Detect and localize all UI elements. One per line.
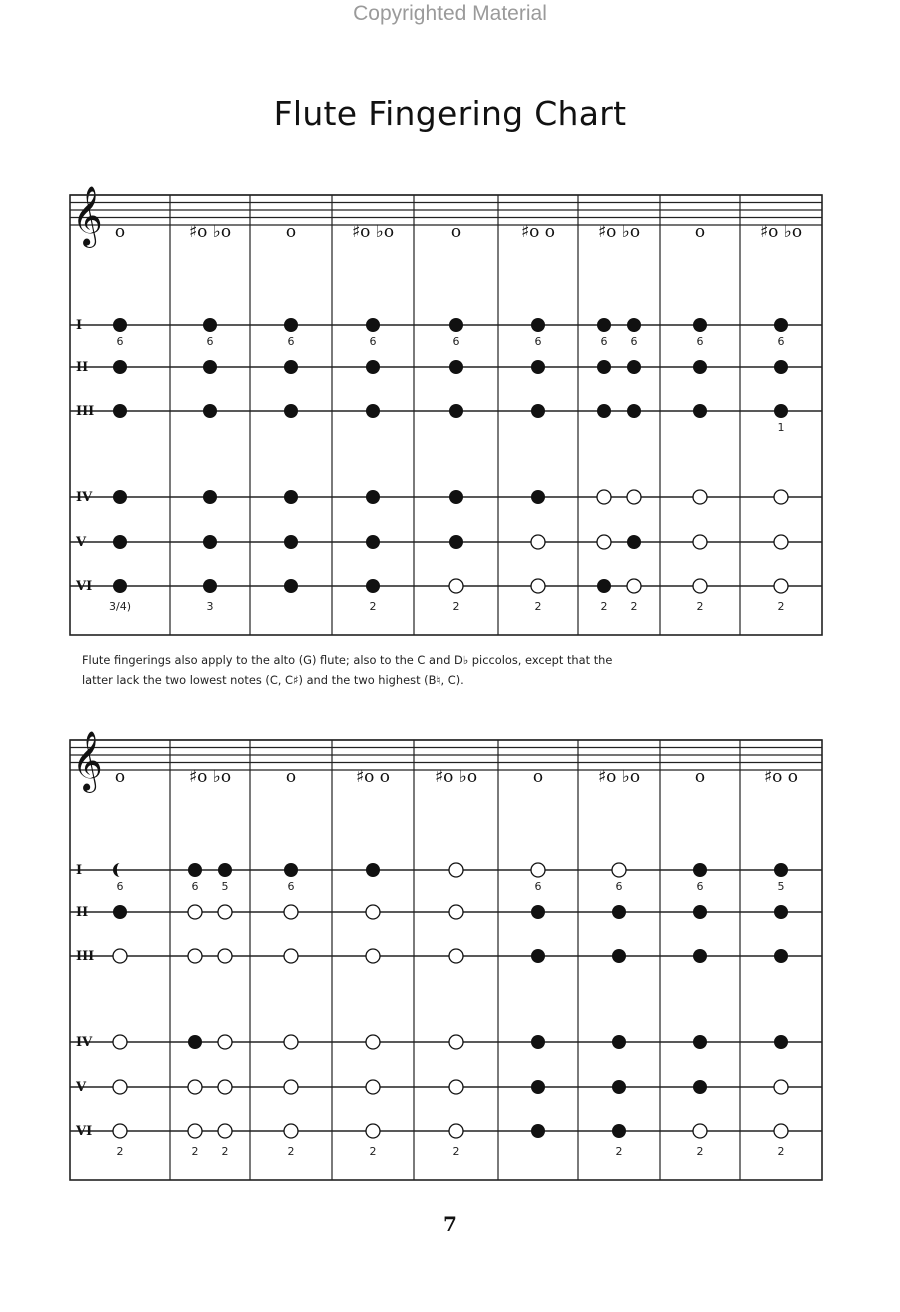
note-symbol: ♯o ♭o: [597, 222, 641, 242]
finger-mark: 6: [452, 335, 460, 348]
closed-hole-icon: [531, 905, 545, 919]
finger-mark: 2: [452, 1145, 460, 1158]
closed-hole-icon: [449, 404, 463, 418]
note-symbol: o: [114, 767, 126, 787]
closed-hole-icon: [449, 535, 463, 549]
closed-hole-icon: [531, 1080, 545, 1094]
page-title: Flute Fingering Chart: [273, 94, 627, 133]
row-label-v: V: [76, 1080, 87, 1095]
finger-mark: 2: [287, 1145, 295, 1158]
open-hole-icon: [449, 949, 463, 963]
closed-hole-icon: [113, 360, 127, 374]
open-hole-icon: [693, 535, 707, 549]
treble-clef-icon: 𝄞: [72, 186, 103, 246]
closed-hole-icon: [366, 318, 380, 332]
closed-hole-icon: [774, 404, 788, 418]
closed-hole-icon: [218, 863, 232, 877]
note-symbol: o: [114, 222, 126, 242]
closed-hole-icon: [774, 318, 788, 332]
finger-mark: 6: [116, 335, 124, 348]
note-symbol: o: [285, 767, 297, 787]
closed-hole-icon: [188, 863, 202, 877]
finger-mark: 2: [369, 600, 377, 613]
open-hole-icon: [284, 1035, 298, 1049]
closed-hole-icon: [531, 1035, 545, 1049]
open-hole-icon: [284, 949, 298, 963]
open-hole-icon: [188, 905, 202, 919]
finger-mark: 6: [287, 335, 295, 348]
closed-hole-icon: [366, 579, 380, 593]
finger-mark: 6: [534, 335, 542, 348]
closed-hole-icon: [531, 404, 545, 418]
closed-hole-icon: [113, 404, 127, 418]
finger-mark: 1: [777, 421, 785, 434]
open-hole-icon: [693, 579, 707, 593]
finger-mark: 3: [206, 600, 214, 613]
closed-hole-icon: [113, 490, 127, 504]
open-hole-icon: [366, 949, 380, 963]
note-symbol: o: [694, 767, 706, 787]
note-symbol: o: [694, 222, 706, 242]
closed-hole-icon: [366, 360, 380, 374]
closed-hole-icon: [203, 360, 217, 374]
open-hole-icon: [627, 579, 641, 593]
open-hole-icon: [449, 863, 463, 877]
finger-mark: 2: [600, 600, 608, 613]
closed-hole-icon: [693, 360, 707, 374]
row-label-iv: IV: [76, 1035, 93, 1050]
open-hole-icon: [113, 1035, 127, 1049]
closed-hole-icon: [774, 905, 788, 919]
row-label-v: V: [76, 535, 87, 550]
closed-hole-icon: [284, 579, 298, 593]
chart-border: [70, 195, 822, 635]
closed-hole-icon: [531, 949, 545, 963]
open-hole-icon: [113, 1080, 127, 1094]
open-hole-icon: [188, 1080, 202, 1094]
closed-hole-icon: [693, 1080, 707, 1094]
open-hole-icon: [449, 1080, 463, 1094]
footnote-line-1: Flute fingerings also apply to the alto (G) flute; also to the C and D♭ piccolos, except that the: [82, 653, 613, 667]
closed-hole-icon: [612, 1035, 626, 1049]
finger-mark: 6: [116, 880, 124, 893]
open-hole-icon: [113, 949, 127, 963]
row-label-ii: II: [76, 905, 89, 920]
row-label-iii: III: [76, 949, 95, 964]
footnote: [82, 650, 822, 690]
open-hole-icon: [366, 1124, 380, 1138]
open-hole-icon: [218, 905, 232, 919]
closed-hole-icon: [366, 535, 380, 549]
open-hole-icon: [693, 490, 707, 504]
open-hole-icon: [284, 1124, 298, 1138]
closed-hole-icon: [627, 535, 641, 549]
open-hole-icon: [449, 1035, 463, 1049]
row-label-vi: VI: [76, 1124, 93, 1139]
note-symbol: ♯o o: [355, 767, 391, 787]
finger-mark: 6: [369, 335, 377, 348]
finger-mark: 2: [696, 600, 704, 613]
open-hole-icon: [774, 579, 788, 593]
open-hole-icon: [449, 905, 463, 919]
finger-mark: 6: [615, 880, 623, 893]
open-hole-icon: [113, 1124, 127, 1138]
copyright-watermark: Copyrighted Material: [353, 2, 547, 25]
note-symbol: ♯o ♭o: [759, 222, 803, 242]
note-symbol: o: [450, 222, 462, 242]
open-hole-icon: [774, 1080, 788, 1094]
closed-hole-icon: [284, 404, 298, 418]
closed-hole-icon: [203, 404, 217, 418]
finger-mark: 2: [452, 600, 460, 613]
open-hole-icon: [774, 1124, 788, 1138]
row-label-ii: II: [76, 360, 89, 375]
finger-mark: 3/4): [109, 600, 131, 613]
finger-mark: 2: [615, 1145, 623, 1158]
row-label-i: I: [76, 863, 83, 878]
closed-hole-icon: [774, 1035, 788, 1049]
finger-mark: 6: [534, 880, 542, 893]
open-hole-icon: [612, 863, 626, 877]
closed-hole-icon: [531, 360, 545, 374]
open-hole-icon: [693, 1124, 707, 1138]
row-label-iii: III: [76, 404, 95, 419]
note-symbol: ♯o ♭o: [188, 767, 232, 787]
finger-mark: 5: [777, 880, 785, 893]
row-label-vi: VI: [76, 579, 93, 594]
note-symbol: ♯o ♭o: [188, 222, 232, 242]
open-hole-icon: [597, 535, 611, 549]
closed-hole-icon: [693, 1035, 707, 1049]
closed-hole-icon: [693, 949, 707, 963]
closed-hole-icon: [284, 490, 298, 504]
open-hole-icon: [218, 1080, 232, 1094]
finger-mark: 2: [191, 1145, 199, 1158]
note-symbol: ♯o ♭o: [351, 222, 395, 242]
open-hole-icon: [366, 1080, 380, 1094]
closed-hole-icon: [531, 318, 545, 332]
closed-hole-icon: [531, 1124, 545, 1138]
note-symbol: ♯o o: [763, 767, 799, 787]
finger-mark: 2: [369, 1145, 377, 1158]
closed-hole-icon: [531, 490, 545, 504]
note-symbol: o: [285, 222, 297, 242]
row-label-i: I: [76, 318, 83, 333]
closed-hole-icon: [449, 360, 463, 374]
closed-hole-icon: [203, 579, 217, 593]
closed-hole-icon: [366, 863, 380, 877]
closed-hole-icon: [627, 360, 641, 374]
open-hole-icon: [284, 1080, 298, 1094]
finger-mark: 6: [600, 335, 608, 348]
page-number: 7: [443, 1212, 457, 1236]
finger-mark: 2: [630, 600, 638, 613]
closed-hole-icon: [693, 318, 707, 332]
closed-hole-icon: [693, 863, 707, 877]
row-label-iv: IV: [76, 490, 93, 505]
closed-hole-icon: [597, 318, 611, 332]
closed-hole-icon: [113, 535, 127, 549]
closed-hole-icon: [449, 318, 463, 332]
closed-hole-icon: [597, 579, 611, 593]
closed-hole-icon: [113, 579, 127, 593]
finger-mark: 2: [777, 1145, 785, 1158]
note-symbol: ♯o ♭o: [434, 767, 478, 787]
open-hole-icon: [188, 949, 202, 963]
closed-hole-icon: [203, 318, 217, 332]
note-symbol: ♯o ♭o: [597, 767, 641, 787]
closed-hole-icon: [597, 360, 611, 374]
finger-mark: 2: [777, 600, 785, 613]
finger-mark: 2: [696, 1145, 704, 1158]
finger-mark: 6: [696, 880, 704, 893]
finger-mark: 6: [206, 335, 214, 348]
open-hole-icon: [218, 949, 232, 963]
open-hole-icon: [531, 579, 545, 593]
note-symbol: ♯o o: [520, 222, 556, 242]
open-hole-icon: [366, 1035, 380, 1049]
closed-hole-icon: [113, 318, 127, 332]
open-hole-icon: [774, 535, 788, 549]
open-hole-icon: [531, 535, 545, 549]
closed-hole-icon: [113, 905, 127, 919]
footnote-line-2: latter lack the two lowest notes (C, C♯) and the two highest (B♮, C).: [82, 673, 464, 687]
finger-mark: 2: [534, 600, 542, 613]
open-hole-icon: [774, 490, 788, 504]
closed-hole-icon: [284, 535, 298, 549]
closed-hole-icon: [627, 404, 641, 418]
closed-hole-icon: [693, 404, 707, 418]
finger-mark: 6: [287, 880, 295, 893]
closed-hole-icon: [774, 949, 788, 963]
open-hole-icon: [188, 1124, 202, 1138]
closed-hole-icon: [449, 490, 463, 504]
closed-hole-icon: [188, 1035, 202, 1049]
finger-mark: 6: [630, 335, 638, 348]
finger-mark: 2: [221, 1145, 229, 1158]
closed-hole-icon: [612, 905, 626, 919]
open-hole-icon: [366, 905, 380, 919]
closed-hole-icon: [203, 535, 217, 549]
chart-border: [70, 740, 822, 1180]
open-hole-icon: [284, 905, 298, 919]
fingering-chart-2: [0, 720, 900, 1185]
closed-hole-icon: [597, 404, 611, 418]
closed-hole-icon: [284, 318, 298, 332]
closed-hole-icon: [612, 1080, 626, 1094]
finger-mark: 6: [777, 335, 785, 348]
treble-clef-icon: 𝄞: [72, 731, 103, 791]
closed-hole-icon: [366, 490, 380, 504]
open-hole-icon: [449, 579, 463, 593]
closed-hole-icon: [612, 949, 626, 963]
fingering-chart-1: [0, 175, 900, 640]
closed-hole-icon: [627, 318, 641, 332]
open-hole-icon: [449, 1124, 463, 1138]
closed-hole-icon: [774, 863, 788, 877]
finger-mark: 2: [116, 1145, 124, 1158]
open-hole-icon: [597, 490, 611, 504]
closed-hole-icon: [693, 905, 707, 919]
open-hole-icon: [627, 490, 641, 504]
closed-hole-icon: [774, 360, 788, 374]
closed-hole-icon: [612, 1124, 626, 1138]
finger-mark: 6: [696, 335, 704, 348]
open-hole-icon: [531, 863, 545, 877]
closed-hole-icon: [366, 404, 380, 418]
finger-mark: 6: [191, 880, 199, 893]
closed-hole-icon: [284, 360, 298, 374]
note-symbol: o: [532, 767, 544, 787]
closed-hole-icon: [203, 490, 217, 504]
closed-hole-icon: [284, 863, 298, 877]
open-hole-icon: [218, 1035, 232, 1049]
open-hole-icon: [218, 1124, 232, 1138]
finger-mark: 5: [221, 880, 229, 893]
